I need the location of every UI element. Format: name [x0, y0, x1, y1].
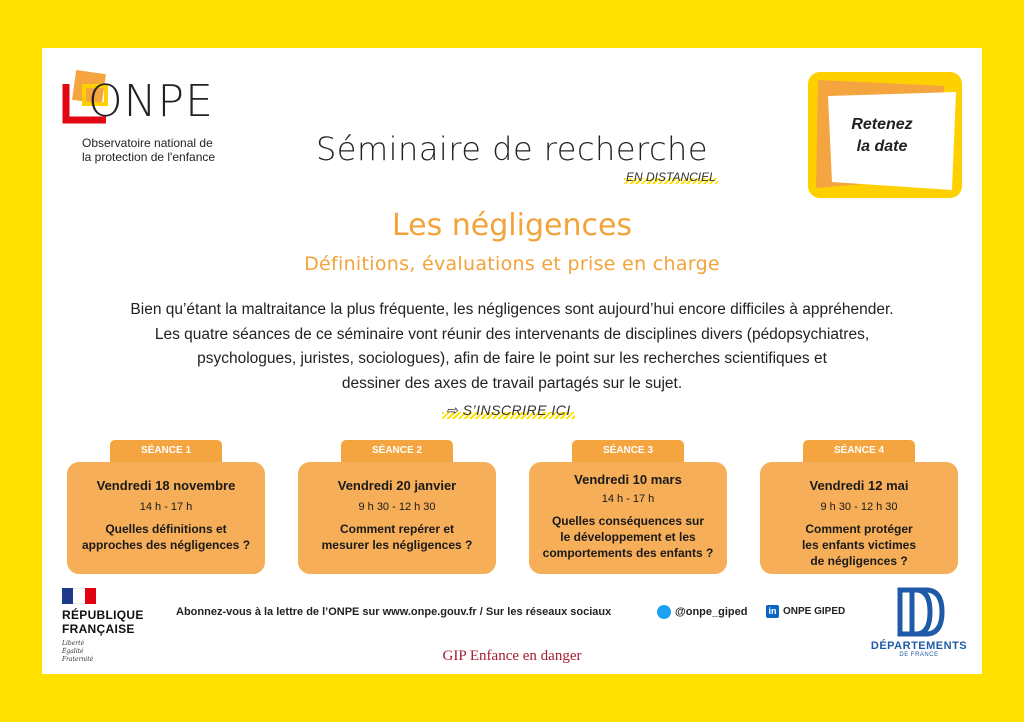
session-date: Vendredi 12 mai	[809, 478, 909, 493]
session-question-line: les enfants victimes	[801, 538, 917, 552]
session-hours: 14 h - 17 h	[139, 501, 193, 513]
session-question-line: Comment protéger	[805, 522, 913, 536]
badge-line: la date	[856, 138, 908, 155]
french-flag-icon	[62, 588, 96, 604]
intro-line: Les quatre séances de ce séminaire vont réunir des intervenants de disciplines divers (pédopsychiatres,	[154, 325, 870, 343]
session-date: Vendredi 10 mars	[574, 472, 682, 487]
session-date: Vendredi 18 novembre	[96, 478, 236, 493]
session-tab-1: SÉANCE 1	[110, 440, 222, 462]
page-title: Séminaire de recherche	[315, 130, 709, 168]
intro-line: Bien qu’étant la maltraitance la plus fréquente, les négligences sont aujourd’hui encore difficiles à appréhender.	[130, 301, 894, 318]
register-link-label: S’INSCRIRE ICI	[462, 402, 571, 418]
session-question-line: Quelles conséquences sur	[551, 514, 705, 528]
newsletter-text: Abonnez-vous à la lettre de l’ONPE sur www.onpe.gouv.fr / Sur les réseaux sociaux	[176, 606, 612, 618]
twitter-icon	[657, 605, 671, 619]
register-link[interactable]	[442, 402, 575, 419]
brand-subtitle-line: Observatoire national de	[82, 136, 213, 150]
brand-subtitle-line: la protection de l'enfance	[82, 150, 216, 164]
twitter-link[interactable]	[657, 605, 747, 619]
session-hours: 9 h 30 - 12 h 30	[358, 501, 436, 513]
session-hours: 9 h 30 - 12 h 30	[820, 501, 898, 513]
intro-line: dessiner des axes de travail partagés sur le sujet.	[341, 374, 683, 392]
session-question-line: Quelles définitions et	[105, 522, 227, 536]
session-card-2	[298, 462, 496, 574]
rf-devise-line: Fraternité	[62, 656, 94, 663]
mode-label: EN DISTANCIEL	[626, 170, 716, 184]
session-hours: 14 h - 17 h	[601, 493, 655, 505]
session-card-1	[67, 462, 265, 574]
save-the-date-badge	[806, 70, 964, 200]
session-tab-3: SÉANCE 3	[572, 440, 684, 462]
session-question	[529, 513, 727, 561]
intro-paragraph	[72, 298, 952, 396]
arrow-right-icon: ⇨	[446, 402, 459, 418]
rf-line: FRANÇAISE	[62, 622, 135, 636]
linkedin-link[interactable]	[766, 605, 845, 618]
session-question	[760, 521, 958, 569]
badge-text	[826, 114, 938, 158]
session-question-line: mesurer les négligences ?	[321, 538, 473, 552]
session-card-3	[529, 462, 727, 574]
rf-line: RÉPUBLIQUE	[62, 608, 144, 622]
session-question	[67, 521, 265, 553]
poster-card	[42, 48, 982, 674]
session-date: Vendredi 20 janvier	[337, 478, 457, 493]
linkedin-handle: ONPE GIPED	[783, 606, 846, 617]
session-question-line: Comment repérer et	[339, 522, 455, 536]
session-question-line: le développement et les	[560, 530, 696, 544]
departements-logo-icon	[890, 584, 950, 644]
session-card-4	[760, 462, 958, 574]
linkedin-icon: in	[766, 605, 779, 618]
session-question	[298, 521, 496, 553]
twitter-handle: @onpe_giped	[675, 606, 748, 618]
rf-name	[62, 608, 172, 636]
dep-name: DÉPARTEMENTS	[870, 640, 968, 652]
session-question-line: approches des négligences ?	[81, 538, 251, 552]
rf-devise-line: Liberté	[62, 640, 85, 647]
session-question-line: de négligences ?	[810, 554, 908, 568]
gip-label: GIP Enfance en danger	[442, 648, 582, 664]
session-question-line: comportements des enfants ?	[542, 546, 714, 560]
departements-text	[864, 640, 974, 658]
session-tab-4: SÉANCE 4	[803, 440, 915, 462]
intro-line: psychologues, juristes, sociologues), afin de faire le point sur les recherches scientifiques et	[197, 350, 827, 367]
topic-subtitle: Définitions, évaluations et prise en charge	[304, 253, 720, 275]
topic-title: Les négligences	[391, 208, 633, 243]
session-tab-2: SÉANCE 2	[341, 440, 453, 462]
dep-sub: DE FRANCE	[899, 652, 939, 658]
rf-devise-line: Égalité	[62, 648, 84, 655]
badge-line: Retenez	[851, 116, 913, 133]
brand-name: ONPE	[88, 76, 214, 127]
